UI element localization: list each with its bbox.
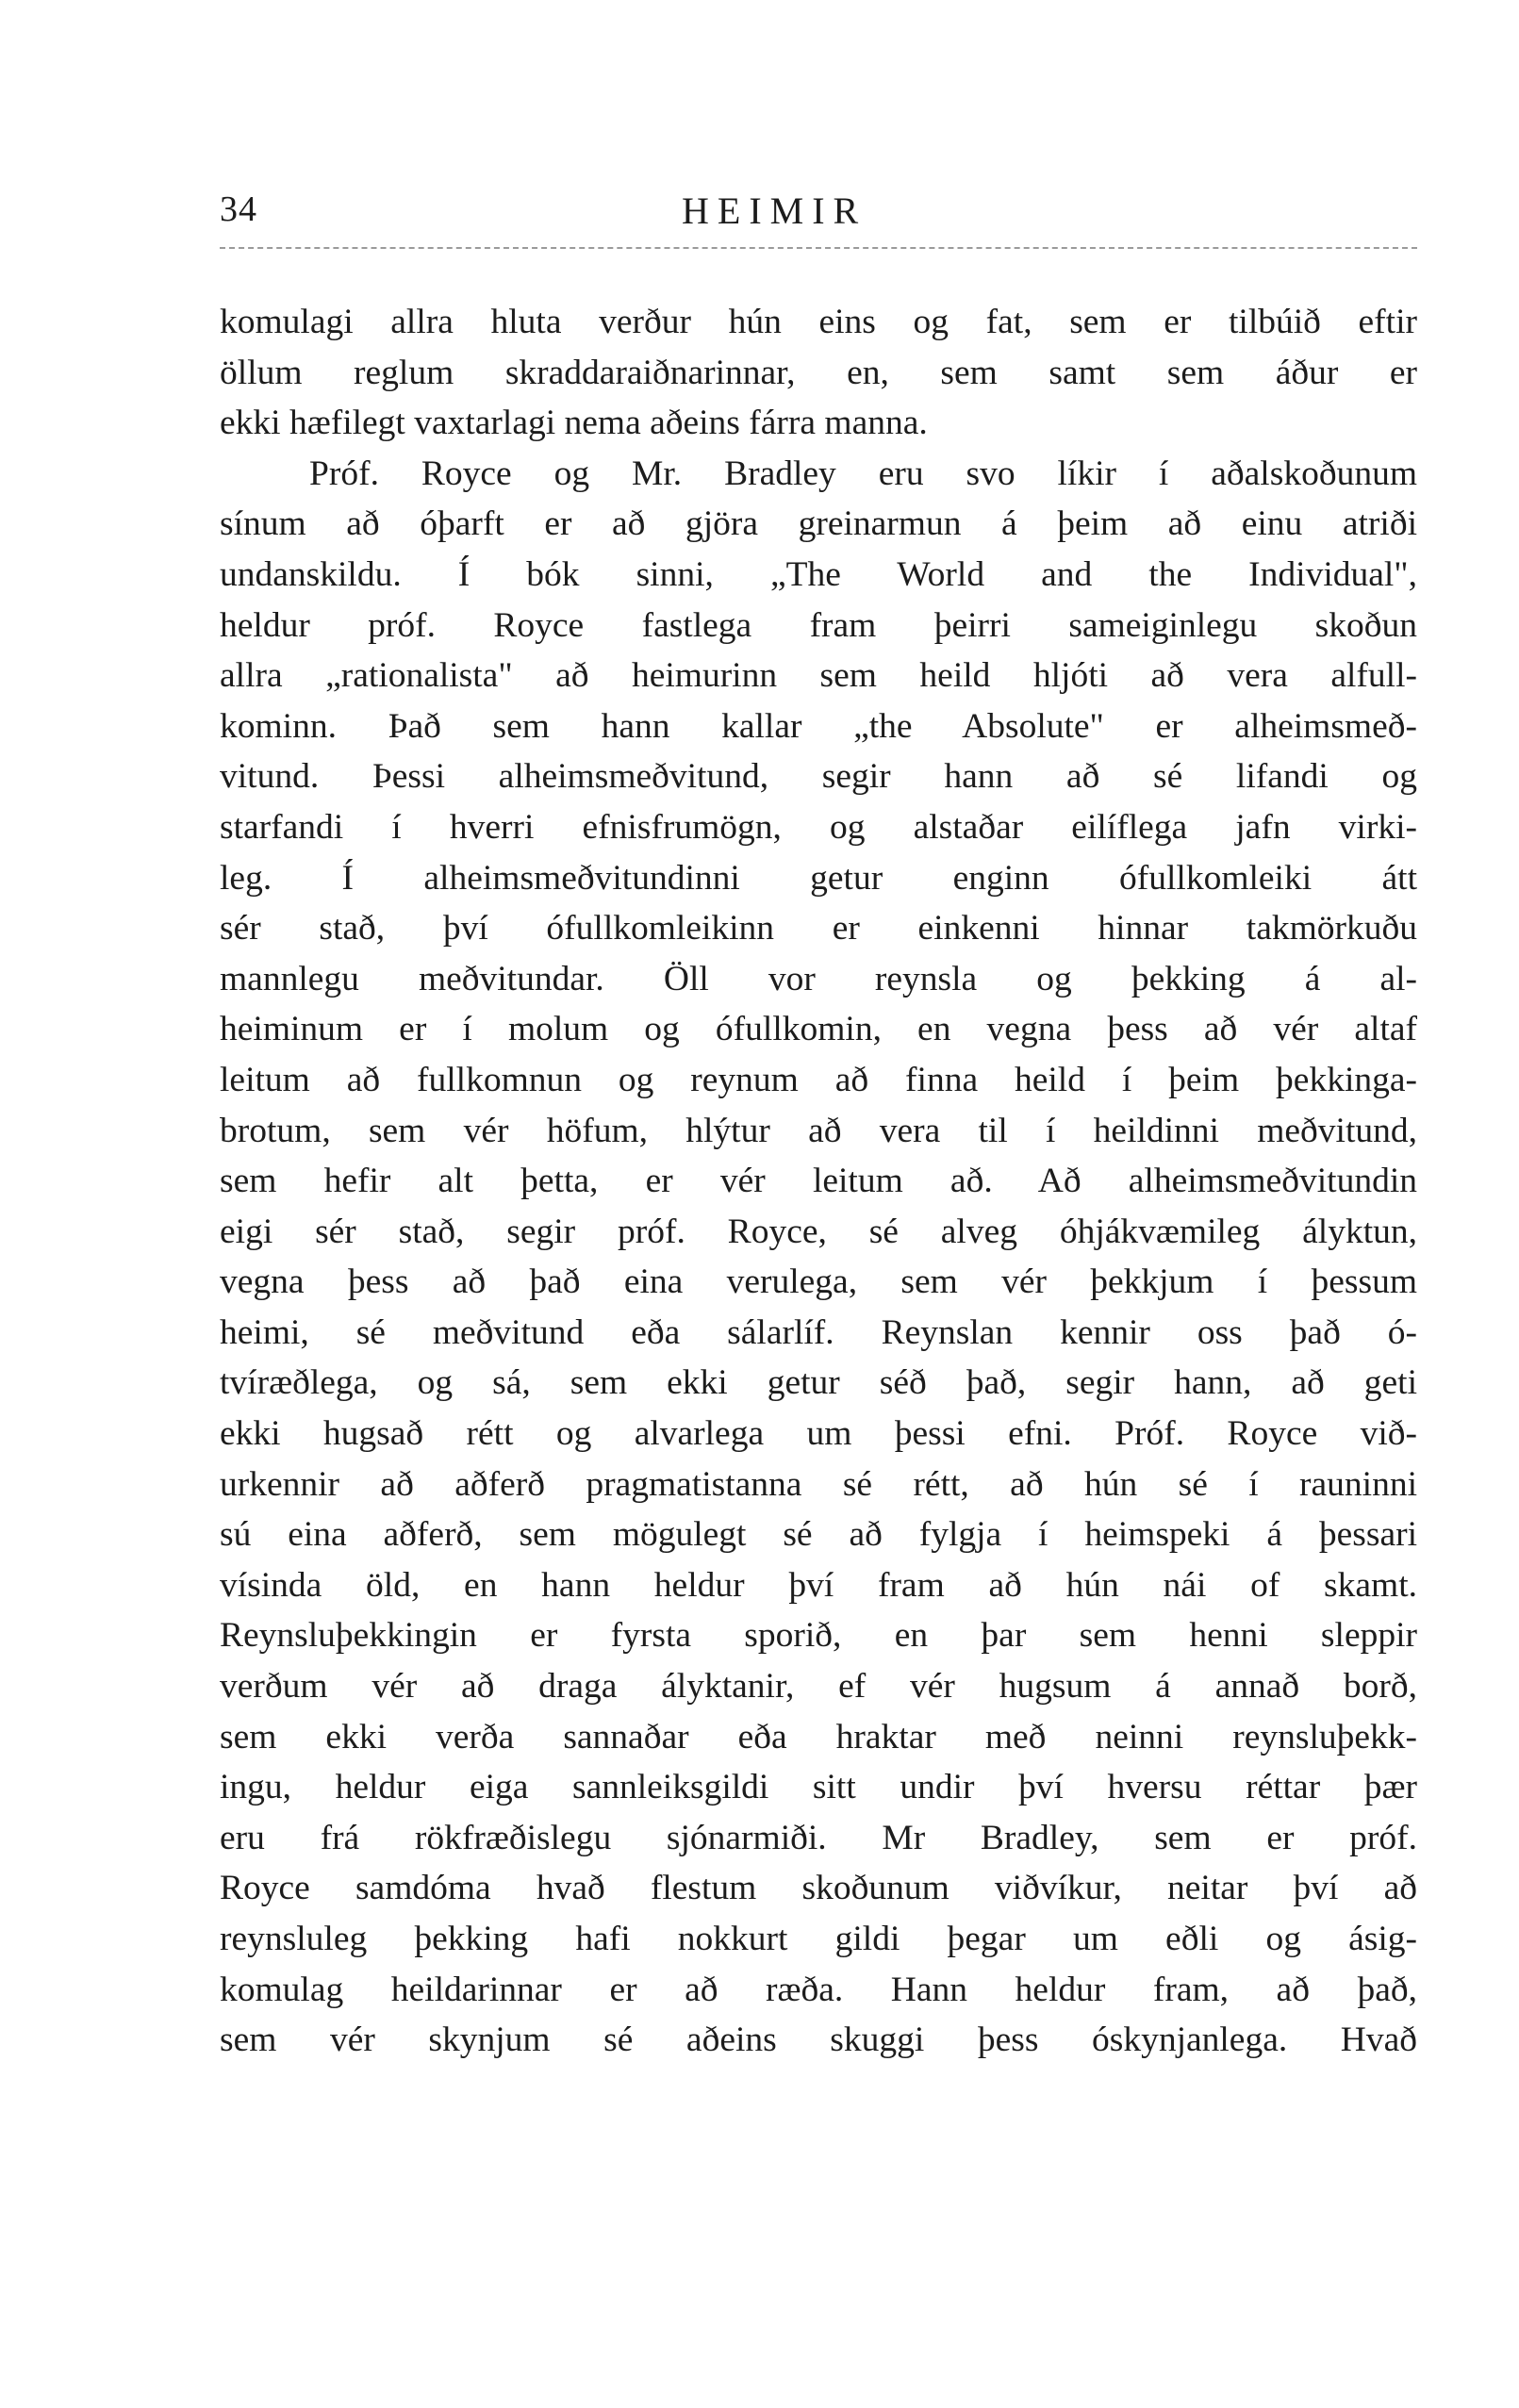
text-line: komulagi allra hluta verður hún eins og fat, sem er tilbúið eftir <box>220 303 1417 341</box>
text-line: kominn. Það sem hann kallar „the Absolute" er alheimsmeð- <box>220 706 1417 746</box>
text-line: leg. Í alheimsmeðvitundinni getur enginn ófullkomleiki átt <box>220 858 1417 898</box>
text-line: sem hefir alt þetta, er vér leitum að. Að alheimsmeðvitundin <box>220 1162 1417 1201</box>
text-line: sem vér skynjum sé aðeins skuggi þess óskynjanlega. Hvað <box>220 2020 1417 2060</box>
text-line: sínum að óþarft er að gjöra greinarmun á þeim að einu atriði <box>220 504 1417 544</box>
text-line: ingu, heldur eiga sannleiksgildi sitt undir því hversu réttar þær <box>220 1768 1417 1807</box>
body-text <box>220 297 1417 2066</box>
text-line: vitund. Þessi alheimsmeðvitund, segir hann að sé lifandi og <box>220 757 1417 797</box>
text-line: eru frá rökfræðislegu sjónarmiði. Mr Bradley, sem er próf. <box>220 1818 1417 1857</box>
text-line: eigi sér stað, segir próf. Royce, sé alveg óhjákvæmileg ályktun, <box>220 1212 1417 1251</box>
text-line: brotum, sem vér höfum, hlýtur að vera til í heildinni meðvitund, <box>220 1111 1417 1150</box>
text-line: ekki hæfilegt vaxtarlagi nema aðeins fárra manna. <box>220 404 928 443</box>
text-line: sér stað, því ófullkomleikinn er einkenni hinnar takmörkuðu <box>220 909 1417 948</box>
text-line: reynsluleg þekking hafi nokkurt gildi þegar um eðli og ásig- <box>220 1920 1417 1958</box>
text-line: komulag heildarinnar er að ræða. Hann heldur fram, að það, <box>220 1970 1417 2009</box>
text-line: sem ekki verða sannaðar eða hraktar með neinni reynsluþekk- <box>220 1717 1417 1757</box>
text-line: heldur próf. Royce fastlega fram þeirri sameiginlegu skoðun <box>220 605 1417 645</box>
text-line: Reynsluþekkingin er fyrsta sporið, en þar sem henni sleppir <box>220 1616 1417 1656</box>
text-line: sú eina aðferð, sem mögulegt sé að fylgja í heimspeki á þessari <box>220 1515 1417 1555</box>
text-line: Royce samdóma hvað flestum skoðunum viðvíkur, neitar því að <box>220 1869 1417 1908</box>
text-line: verðum vér að draga ályktanir, ef vér hugsum á annað borð, <box>220 1667 1417 1707</box>
text-line: vísinda öld, en hann heldur því fram að hún nái of skamt. <box>220 1565 1417 1605</box>
text-line: undanskildu. Í bók sinni, „The World and the Individual", <box>220 554 1417 594</box>
text-line: allra „rationalista" að heimurinn sem heild hljóti að vera alfull- <box>220 656 1417 696</box>
header-rule <box>220 247 1417 249</box>
text-line: heimi, sé meðvitund eða sálarlíf. Reynslan kennir oss það ó- <box>220 1312 1417 1352</box>
page-header <box>220 181 1417 238</box>
text-line: heiminum er í molum og ófullkomin, en vegna þess að vér altaf <box>220 1010 1417 1049</box>
text-line: urkennir að aðferð pragmatistanna sé rétt, að hún sé í rauninni <box>220 1464 1417 1504</box>
page-number: 34 <box>220 190 257 229</box>
text-line: öllum reglum skraddaraiðnarinnar, en, sem samt sem áður er <box>220 353 1417 392</box>
text-line: ekki hugsað rétt og alvarlega um þessi efni. Próf. Royce við- <box>220 1414 1417 1454</box>
text-line: mannlegu meðvitundar. Öll vor reynsla og þekking á al- <box>220 959 1417 998</box>
text-line: starfandi í hverri efnisfrumögn, og alstaðar eilíflega jafn virki- <box>220 807 1417 847</box>
running-head: HEIMIR <box>682 190 867 232</box>
text-line: tvíræðlega, og sá, sem ekki getur séð það, segir hann, að geti <box>220 1363 1417 1403</box>
text-line: leitum að fullkomnun og reynum að finna heild í þeim þekkinga- <box>220 1060 1417 1099</box>
text-line: vegna þess að það eina verulega, sem vér þekkjum í þessum <box>220 1262 1417 1302</box>
text-line: Próf. Royce og Mr. Bradley eru svo líkir í aðalskoðunum <box>309 454 1417 493</box>
